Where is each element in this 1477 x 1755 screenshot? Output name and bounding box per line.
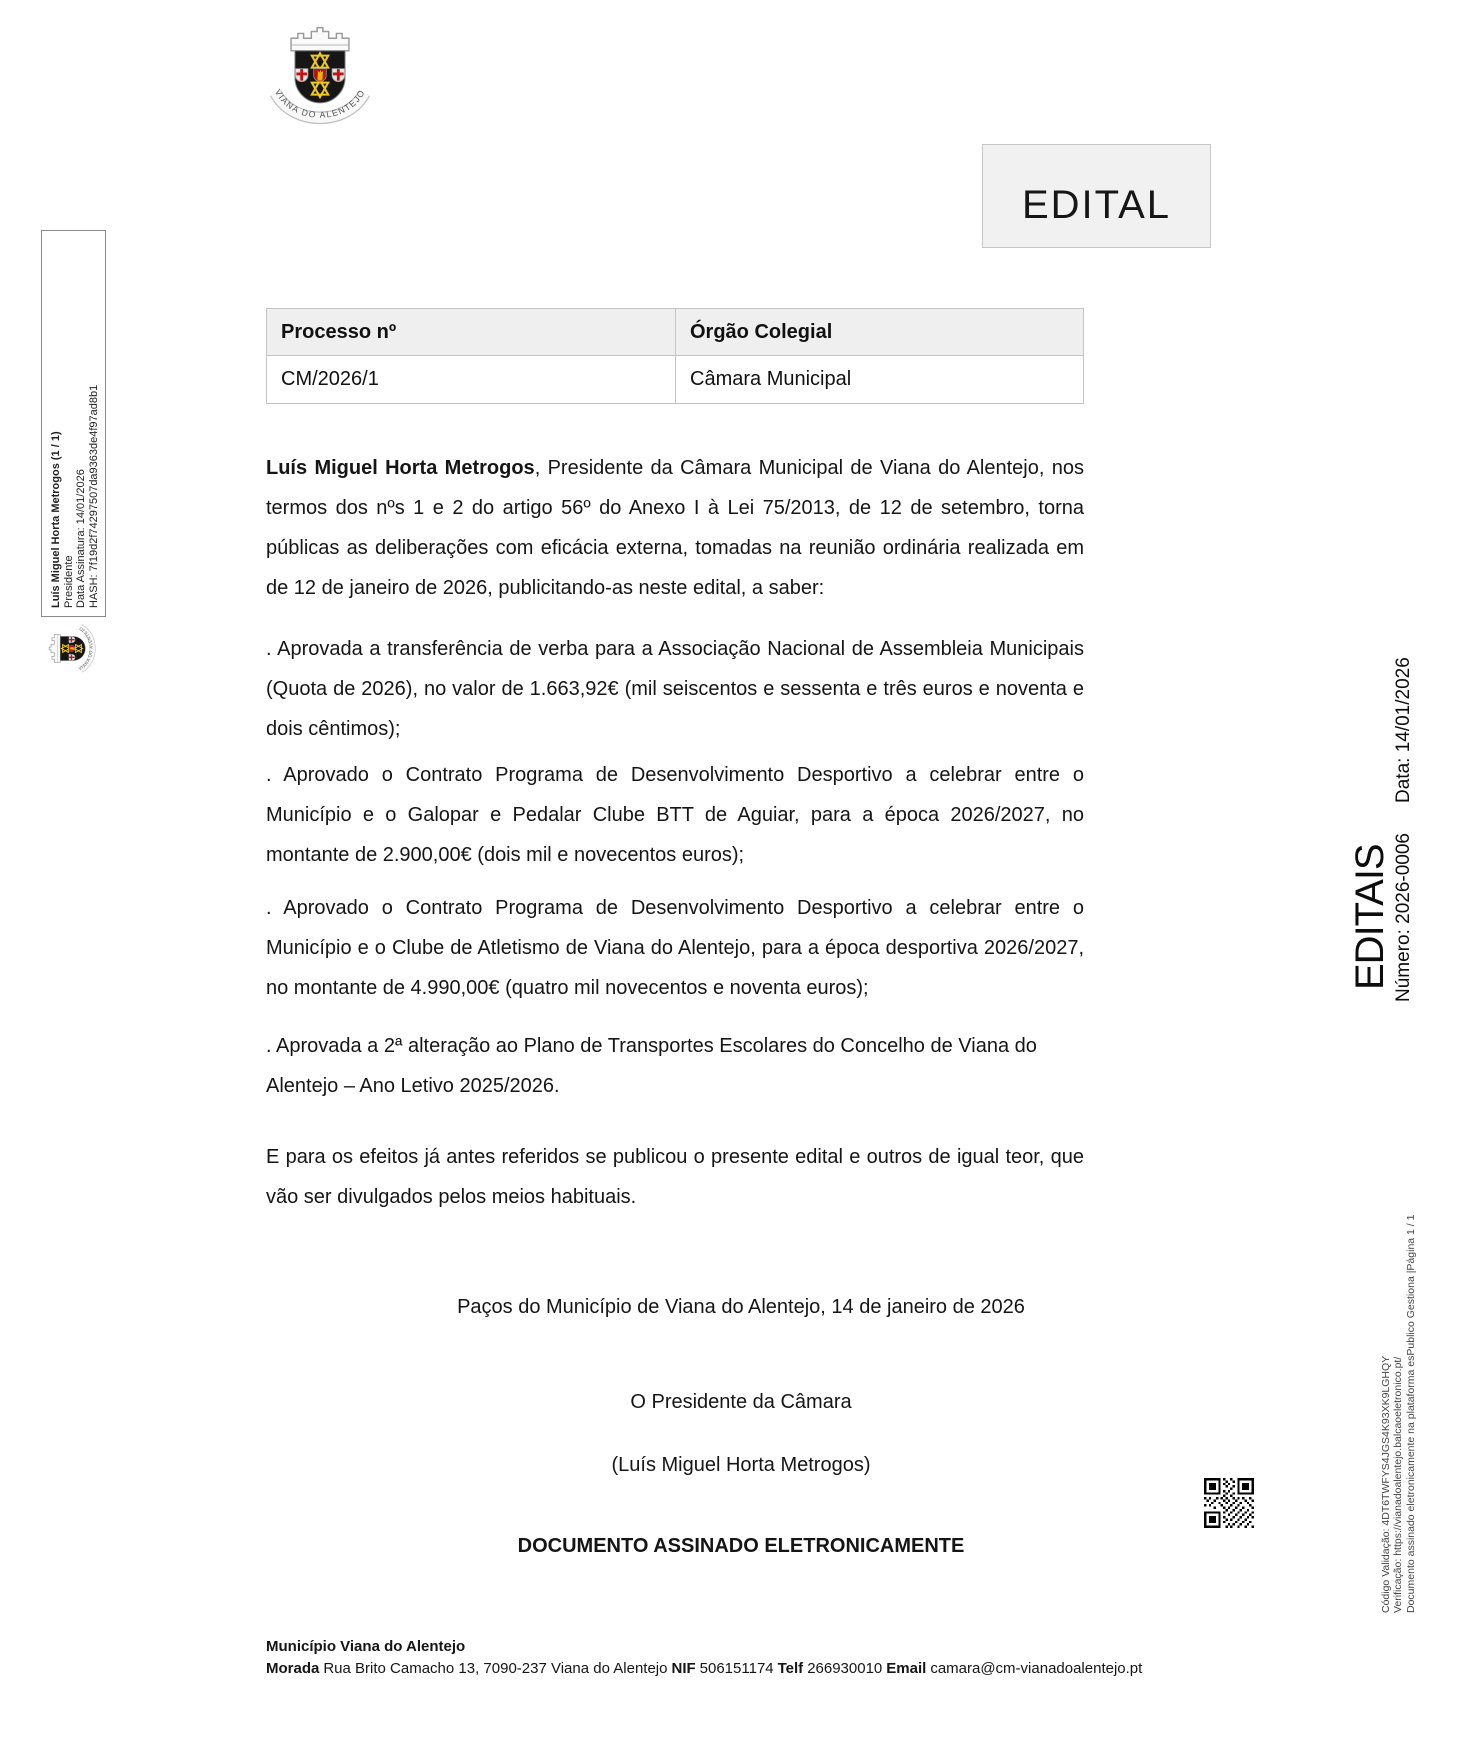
category-vertical-label: EDITAIS: [1348, 844, 1392, 990]
footer-contact-line: [266, 1660, 1146, 1677]
footer-address-label: Morada: [266, 1660, 320, 1677]
number-date-vertical-line: [1393, 642, 1415, 1002]
header-orgao: Órgão Colegial: [675, 309, 1083, 356]
signer-name-bold: Luís Miguel Horta Metrogos: [266, 457, 535, 479]
table-data-row: [267, 356, 1083, 403]
signature-stamp-text: [50, 232, 100, 608]
platform-note: Documento assinado eletronicamente na plataforma esPublico Gestiona |Página 1 / 1: [1404, 1214, 1417, 1613]
verification-url: Verificação: https://vianadoalentejo.balcaoeletronico.pt/: [1392, 1356, 1405, 1613]
document-type-box: [982, 144, 1211, 248]
deliberation-1: . Aprovada a transferência de verba para a Associação Nacional de Assembleia Municipais (Quota de 2026), no valor de 1.663,92€ (mil seiscentos e sessenta e três euros e noventa e dois cêntimos);: [266, 638, 1084, 740]
value-processo: CM/2026/1: [281, 368, 379, 390]
small-coat-of-arms-icon: [45, 621, 102, 677]
qr-code-icon: [1204, 1478, 1254, 1533]
footer-address-value: Rua Brito Camacho 13, 7090-237 Viana do Alentejo: [323, 1660, 668, 1677]
signature-name: (Luís Miguel Horta Metrogos): [611, 1454, 871, 1476]
signature-role: O Presidente da Câmara: [630, 1391, 852, 1413]
intro-paragraph: [266, 448, 1084, 608]
value-orgao: Câmara Municipal: [675, 356, 1083, 403]
deliberation-4: . Aprovada a 2ª alteração ao Plano de Transportes Escolares do Concelho de Viana do Alentejo – Ano Letivo 2025/2026.: [266, 1035, 1037, 1097]
document-type-label: EDITAL: [1021, 182, 1172, 227]
footer-nif-value: 506151174: [699, 1660, 774, 1677]
validation-code: Código Validação: 4DT6TWFYS4JGS4K93XK9LGHQY: [1380, 1355, 1392, 1613]
closing-paragraph: E para os efeitos já antes referidos se publicou o presente edital e outros de igual teor, que vão ser divulgados pelos meios habituais.: [266, 1146, 1084, 1208]
table-header-row: [267, 309, 1083, 356]
place-date-line: Paços do Município de Viana do Alentejo, 14 de janeiro de 2026: [457, 1296, 1025, 1318]
deliberation-2: . Aprovado o Contrato Programa de Desenvolvimento Desportivo a celebrar entre o Município e o Galopar e Pedalar Clube BTT de Aguiar, para a época 2026/2027, no montante de 2.900,00€ (dois mil e novecentos euros);: [266, 764, 1084, 866]
validation-vertical-block: [1380, 1133, 1417, 1613]
municipal-coat-of-arms-icon: [262, 18, 378, 131]
intro-text: , Presidente da Câmara Municipal de Viana do Alentejo, nos termos dos nºs 1 e 2 do artigo 56º do Anexo I à Lei 75/2013, de 12 de setembro, torna públicas as deliberações com eficácia externa, tomadas na reunião ordinária realizada em de 12 de janeiro de 2026, publicitando-as neste edital, a saber:: [266, 457, 1084, 599]
process-table: [266, 308, 1084, 404]
footer-email-label: Email: [886, 1660, 927, 1677]
footer-email-value: camara@cm-vianadoalentejo.pt: [930, 1660, 1143, 1677]
footer-phone-value: 266930010: [807, 1660, 883, 1677]
header-processo: Processo nº: [267, 309, 675, 356]
signed-electronically-notice: DOCUMENTO ASSINADO ELETRONICAMENTE: [517, 1535, 965, 1557]
edital-number: Número: 2026-0006: [1393, 833, 1414, 1002]
edital-date: Data: 14/01/2026: [1393, 657, 1414, 803]
deliberation-3: . Aprovado o Contrato Programa de Desenvolvimento Desportivo a celebrar entre o Município e o Clube de Atletismo de Viana do Alentejo, para a época desportiva 2026/2027, no montante de 4.990,00€ (quatro mil novecentos e noventa euros);: [266, 897, 1084, 999]
stamp-signer: Luís Miguel Horta Metrogos (1 / 1): [50, 431, 62, 608]
stamp-hash: HASH: 7f19d2f74297507da9363de4f97ad8b1: [87, 384, 100, 608]
footer-phone-label: Telf: [777, 1660, 804, 1677]
footer-nif-label: NIF: [671, 1660, 696, 1677]
footer-org-name: Município Viana do Alentejo: [266, 1638, 466, 1655]
stamp-role: Presidente: [62, 555, 75, 608]
stamp-date: Data Assinatura: 14/01/2026: [75, 469, 88, 608]
